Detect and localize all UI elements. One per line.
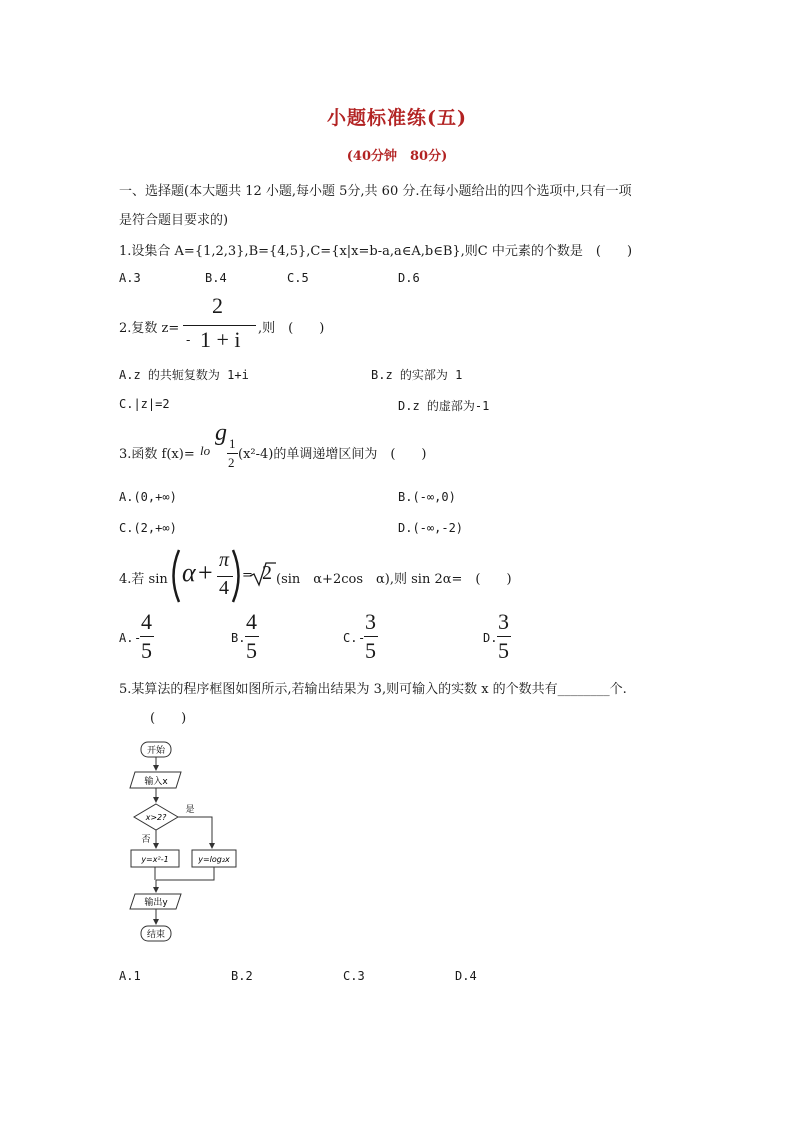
q4-option-d-letter: D. [483, 631, 498, 645]
q4-option-b-numerator: 4 [246, 609, 257, 634]
q3-option-c[interactable]: C.(2,+∞) [119, 521, 177, 535]
question-5-stem: 5.某算法的程序框图如图所示,若输出结果为 3,则可输入的实数 x 的个数共有________个. [119, 682, 627, 697]
q4-option-c-letter: C. [343, 631, 358, 645]
q2-option-d[interactable]: D.z 的虚部为-1 [398, 399, 490, 413]
q3-base-denominator: 2 [228, 455, 235, 470]
q4-four: 4 [219, 577, 229, 599]
q4-option-b-bar [245, 636, 259, 637]
q2-fraction-bar [183, 325, 256, 326]
q4-sqrt-argument: 2 [262, 562, 272, 584]
q4-option-d-numerator: 3 [498, 609, 509, 634]
question-3-prefix: 3.函数 f(x)= [119, 447, 195, 462]
question-2-suffix: ,则 ( ) [258, 321, 325, 336]
q4-option-a-sign: - [134, 631, 142, 645]
question-5-paren: ( ) [150, 711, 187, 726]
flowchart [120, 738, 250, 950]
q1-option-a[interactable]: A.3 [119, 271, 141, 285]
q4-option-c-sign: - [358, 631, 366, 645]
q5-option-d[interactable]: D.4 [455, 969, 477, 983]
q4-option-a-letter: A. [119, 631, 134, 645]
flowchart-no-label: 否 [141, 835, 151, 845]
q4-option-c-denominator: 5 [365, 638, 376, 663]
q3-log-g: g [215, 420, 227, 446]
flowchart-yes-label: 是 [185, 805, 195, 815]
q4-plus: + [198, 558, 213, 587]
flowchart-start-label: 开始 [146, 746, 166, 756]
question-4-prefix: 4.若 sin [119, 572, 168, 587]
q4-option-c-bar [364, 636, 378, 637]
q3-option-d[interactable]: D.(-∞,-2) [398, 521, 464, 535]
flowchart-end-label: 结束 [146, 930, 166, 940]
q4-equals: = [242, 568, 253, 583]
q2-fraction-minus: - [186, 333, 191, 348]
section-instructions-line1: 一、选择题(本大题共 12 小题,每小题 5分,共 60 分.在每小题给出的四个选项中,只有一项 [119, 184, 632, 199]
q1-option-d[interactable]: D.6 [398, 271, 420, 285]
q4-option-d-bar [497, 636, 511, 637]
question-3-suffix: (x²-4)的单调递增区间为 ( ) [238, 447, 427, 462]
q5-option-a[interactable]: A.1 [119, 969, 141, 983]
q4-option-a-denominator: 5 [141, 638, 152, 663]
flowchart-right-process-label: y=log₂x [198, 855, 230, 864]
q3-option-b[interactable]: B.(-∞,0) [398, 490, 456, 504]
question-2-prefix: 2.复数 z= [119, 321, 180, 336]
q4-option-c-numerator: 3 [365, 609, 376, 634]
q4-left-paren [174, 550, 180, 602]
q5-option-c[interactable]: C.3 [343, 969, 365, 983]
section-instructions-line2: 是符合题目要求的) [119, 213, 229, 228]
question-4-suffix: (sin α+2cos α),则 sin 2α= ( ) [276, 572, 512, 587]
q4-pi: π [219, 549, 230, 571]
flowchart-output-label: 输出y [144, 898, 168, 908]
q4-option-d-denominator: 5 [498, 638, 509, 663]
flowchart-decision-label: x>2? [145, 813, 167, 822]
q4-option-a-numerator: 4 [141, 609, 152, 634]
q4-option-a-bar [140, 636, 154, 637]
q5-option-b[interactable]: B.2 [231, 969, 253, 983]
page-subtitle: (40分钟 80分) [346, 149, 448, 164]
q2-fraction-numerator: 2 [212, 293, 223, 318]
flowchart-left-process-label: y=x²-1 [141, 855, 169, 864]
q4-option-b-denominator: 5 [246, 638, 257, 663]
q2-option-c[interactable]: C.|z|=2 [119, 397, 170, 411]
q1-option-b[interactable]: B.4 [205, 271, 227, 285]
q4-alpha: α [182, 558, 196, 587]
question-1-stem: 1.设集合 A={1,2,3},B={4,5},C={x|x=b-a,a∈A,b∈B},则C 中元素的个数是 ( ) [119, 244, 633, 259]
q3-base-bar [227, 453, 238, 454]
page-title: 小题标准练(五) [327, 107, 467, 129]
q3-option-a[interactable]: A.(0,+∞) [119, 490, 177, 504]
q2-option-a[interactable]: A.z 的共轭复数为 1+i [119, 368, 249, 382]
q4-option-b-letter: B. [231, 631, 246, 645]
q3-base-numerator: 1 [229, 436, 236, 451]
q1-option-c[interactable]: C.5 [287, 271, 309, 285]
q3-log-lo: lo [200, 443, 211, 458]
q2-option-b[interactable]: B.z 的实部为 1 [371, 368, 463, 382]
q4-right-paren [233, 550, 239, 602]
q2-fraction-denominator: 1 + i [200, 327, 241, 352]
flowchart-input-label: 输入x [144, 777, 168, 787]
